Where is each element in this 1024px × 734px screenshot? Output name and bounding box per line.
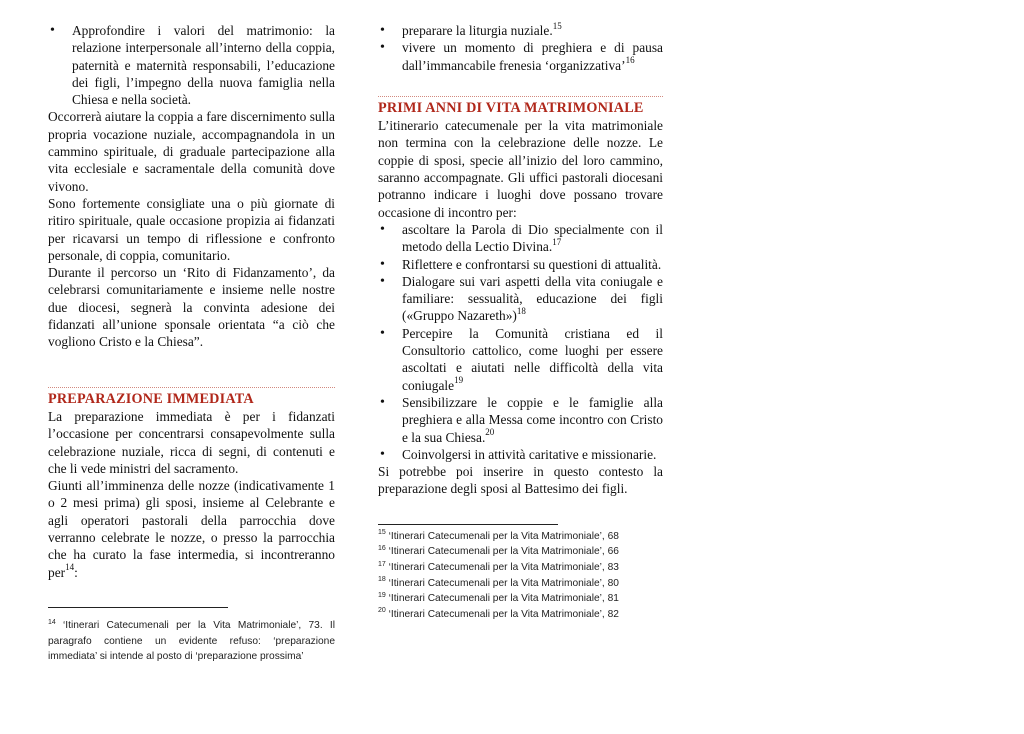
right-column bbox=[378, 22, 663, 622]
footnote-separator bbox=[48, 607, 228, 608]
footnote-ref[interactable]: 17 bbox=[552, 236, 562, 247]
paragraph: Occorrerà aiutare la coppia a fare discernimento sulla propria vocazione nuziale, accompagnandola in un cammino spirituale, di graduale partecipazione alla vita ecclesiale e sacramentale della comunità dove vivono. bbox=[48, 109, 335, 194]
list-item: • Dialogare sui vari aspetti della vita coniugale e familiare: sessualità, educazione dei figli («Gruppo Nazareth»)$^{18}$ bbox=[378, 273, 663, 325]
paragraph: Durante il percorso un ‘Rito di Fidanzamento’, da celebrarsi comunitariamente e insieme nelle nostre due diocesi, segnerà la convinta adesione dei fidanzati all’unione sponsale orientata “a ciò che vogliono Cristo e la Chiesa”. bbox=[48, 265, 335, 350]
paragraph: Sono fortemente consigliate una o più giornate di ritiro spirituale, quale occasione propizia ai fidanzati per ricavarsi un tempo di riflessione e confronto personale, di coppia, comunitario. bbox=[48, 195, 335, 263]
list-item: • ascoltare la Parola di Dio specialmente con il metodo della Lectio Divina.$^{17}$ bbox=[378, 221, 663, 256]
footnote: $^{18}$ ‘Itinerari Catecumenali per la Vita Matrimoniale’, 80 bbox=[378, 576, 619, 589]
paragraph: L’itinerario catecumenale per la vita matrimoniale non termina con la celebrazione delle nozze. Le coppie di sposi, specie all’inizio del loro cammino, saranno accompagnate. Gli uffici pastorali diocesani potranno indicare i luoghi dove possano trovare occasione di incontro per: bbox=[378, 118, 663, 220]
footnote: $^{20}$ ‘Itinerari Catecumenali per la Vita Matrimoniale’, 82 bbox=[378, 607, 619, 620]
footnote: $^{16}$ ‘Itinerari Catecumenali per la Vita Matrimoniale’, 66 bbox=[378, 544, 619, 558]
paragraph: La preparazione immediata è per i fidanzati l’occasione per concentrarsi consapevolmente sulla celebrazione nuziale, ricca di segni, di contenuti e che li vede ministri del sacramento. bbox=[48, 408, 335, 476]
footnote-ref[interactable]: 16 bbox=[625, 55, 635, 66]
list-item: • Approfondire i valori del matrimonio: la relazione interpersonale all’interno della coppia, paternità e maternità responsabili, l’educazione dei figli, l’impegno della nuova famiglia nella Chiesa e nella società. bbox=[48, 22, 335, 108]
footnote: $^{15}$ ‘Itinerari Catecumenali per la Vita Matrimoniale’, 68 bbox=[378, 529, 619, 542]
footnote-ref[interactable]: 15 bbox=[552, 20, 562, 31]
footnote: $^{19}$ ‘Itinerari Catecumenali per la Vita Matrimoniale’, 81 bbox=[378, 591, 619, 605]
section-heading-primi-anni: PRIMI ANNI DI VITA MATRIMONIALE bbox=[378, 96, 663, 117]
footnote-ref[interactable]: 14 bbox=[65, 562, 75, 573]
footnote-ref[interactable]: 20 bbox=[485, 427, 495, 438]
list-item: • Coinvolgersi in attività caritative e missionarie. bbox=[378, 446, 663, 463]
list-item: • Riflettere e confrontarsi su questioni di attualità. bbox=[378, 256, 663, 273]
list-item: • preparare la liturgia nuziale.$^{15}$ bbox=[378, 22, 663, 39]
left-bullet-list bbox=[48, 22, 335, 108]
footnote: $^{14}$ ‘Itinerari Catecumenali per la Vita Matrimoniale’, 73. Il paragrafo contiene un evidente refuso: ‘preparazione immediata’ si intende al posto di ‘preparazione prossima’ bbox=[48, 618, 335, 663]
right-bullet-list-top bbox=[378, 22, 663, 74]
paragraph: Giunti all’imminenza delle nozze (indicativamente 1 o 2 mesi prima) gli sposi, insieme al Celebrante e agli operatori pastorali della parrocchia dove verranno celebrate le nozze, o presso la parrocchia che ha curato la fase intermedia, si incontreranno per$^{14}$: bbox=[48, 478, 335, 580]
footnote-list bbox=[378, 529, 663, 623]
footnote-separator bbox=[378, 524, 558, 525]
list-item: • Sensibilizzare le coppie e le famiglie alla preghiera e alla Messa come incontro con Cristo e la sua Chiesa.$^{20}$ bbox=[378, 394, 663, 446]
footnote-ref[interactable]: 18 bbox=[516, 305, 526, 316]
right-bullet-list bbox=[378, 221, 663, 463]
section-heading-preparazione-immediata: PREPARAZIONE IMMEDIATA bbox=[48, 387, 335, 408]
footnote-ref[interactable]: 19 bbox=[454, 375, 464, 386]
list-item: • vivere un momento di preghiera e di pausa dall’immancabile frenesia ‘organizzativa’$^{16}$ bbox=[378, 39, 663, 74]
left-column bbox=[48, 22, 335, 665]
list-item: • Percepire la Comunità cristiana ed il Consultorio cattolico, come luoghi per essere ascoltati e aiutati nelle difficoltà della vita coniugale$^{19}$ bbox=[378, 325, 663, 394]
paragraph: Si potrebbe poi inserire in questo contesto la preparazione degli sposi al Battesimo dei figli. bbox=[378, 464, 663, 497]
footnote: $^{17}$ ‘Itinerari Catecumenali per la Vita Matrimoniale’, 83 bbox=[378, 560, 619, 573]
